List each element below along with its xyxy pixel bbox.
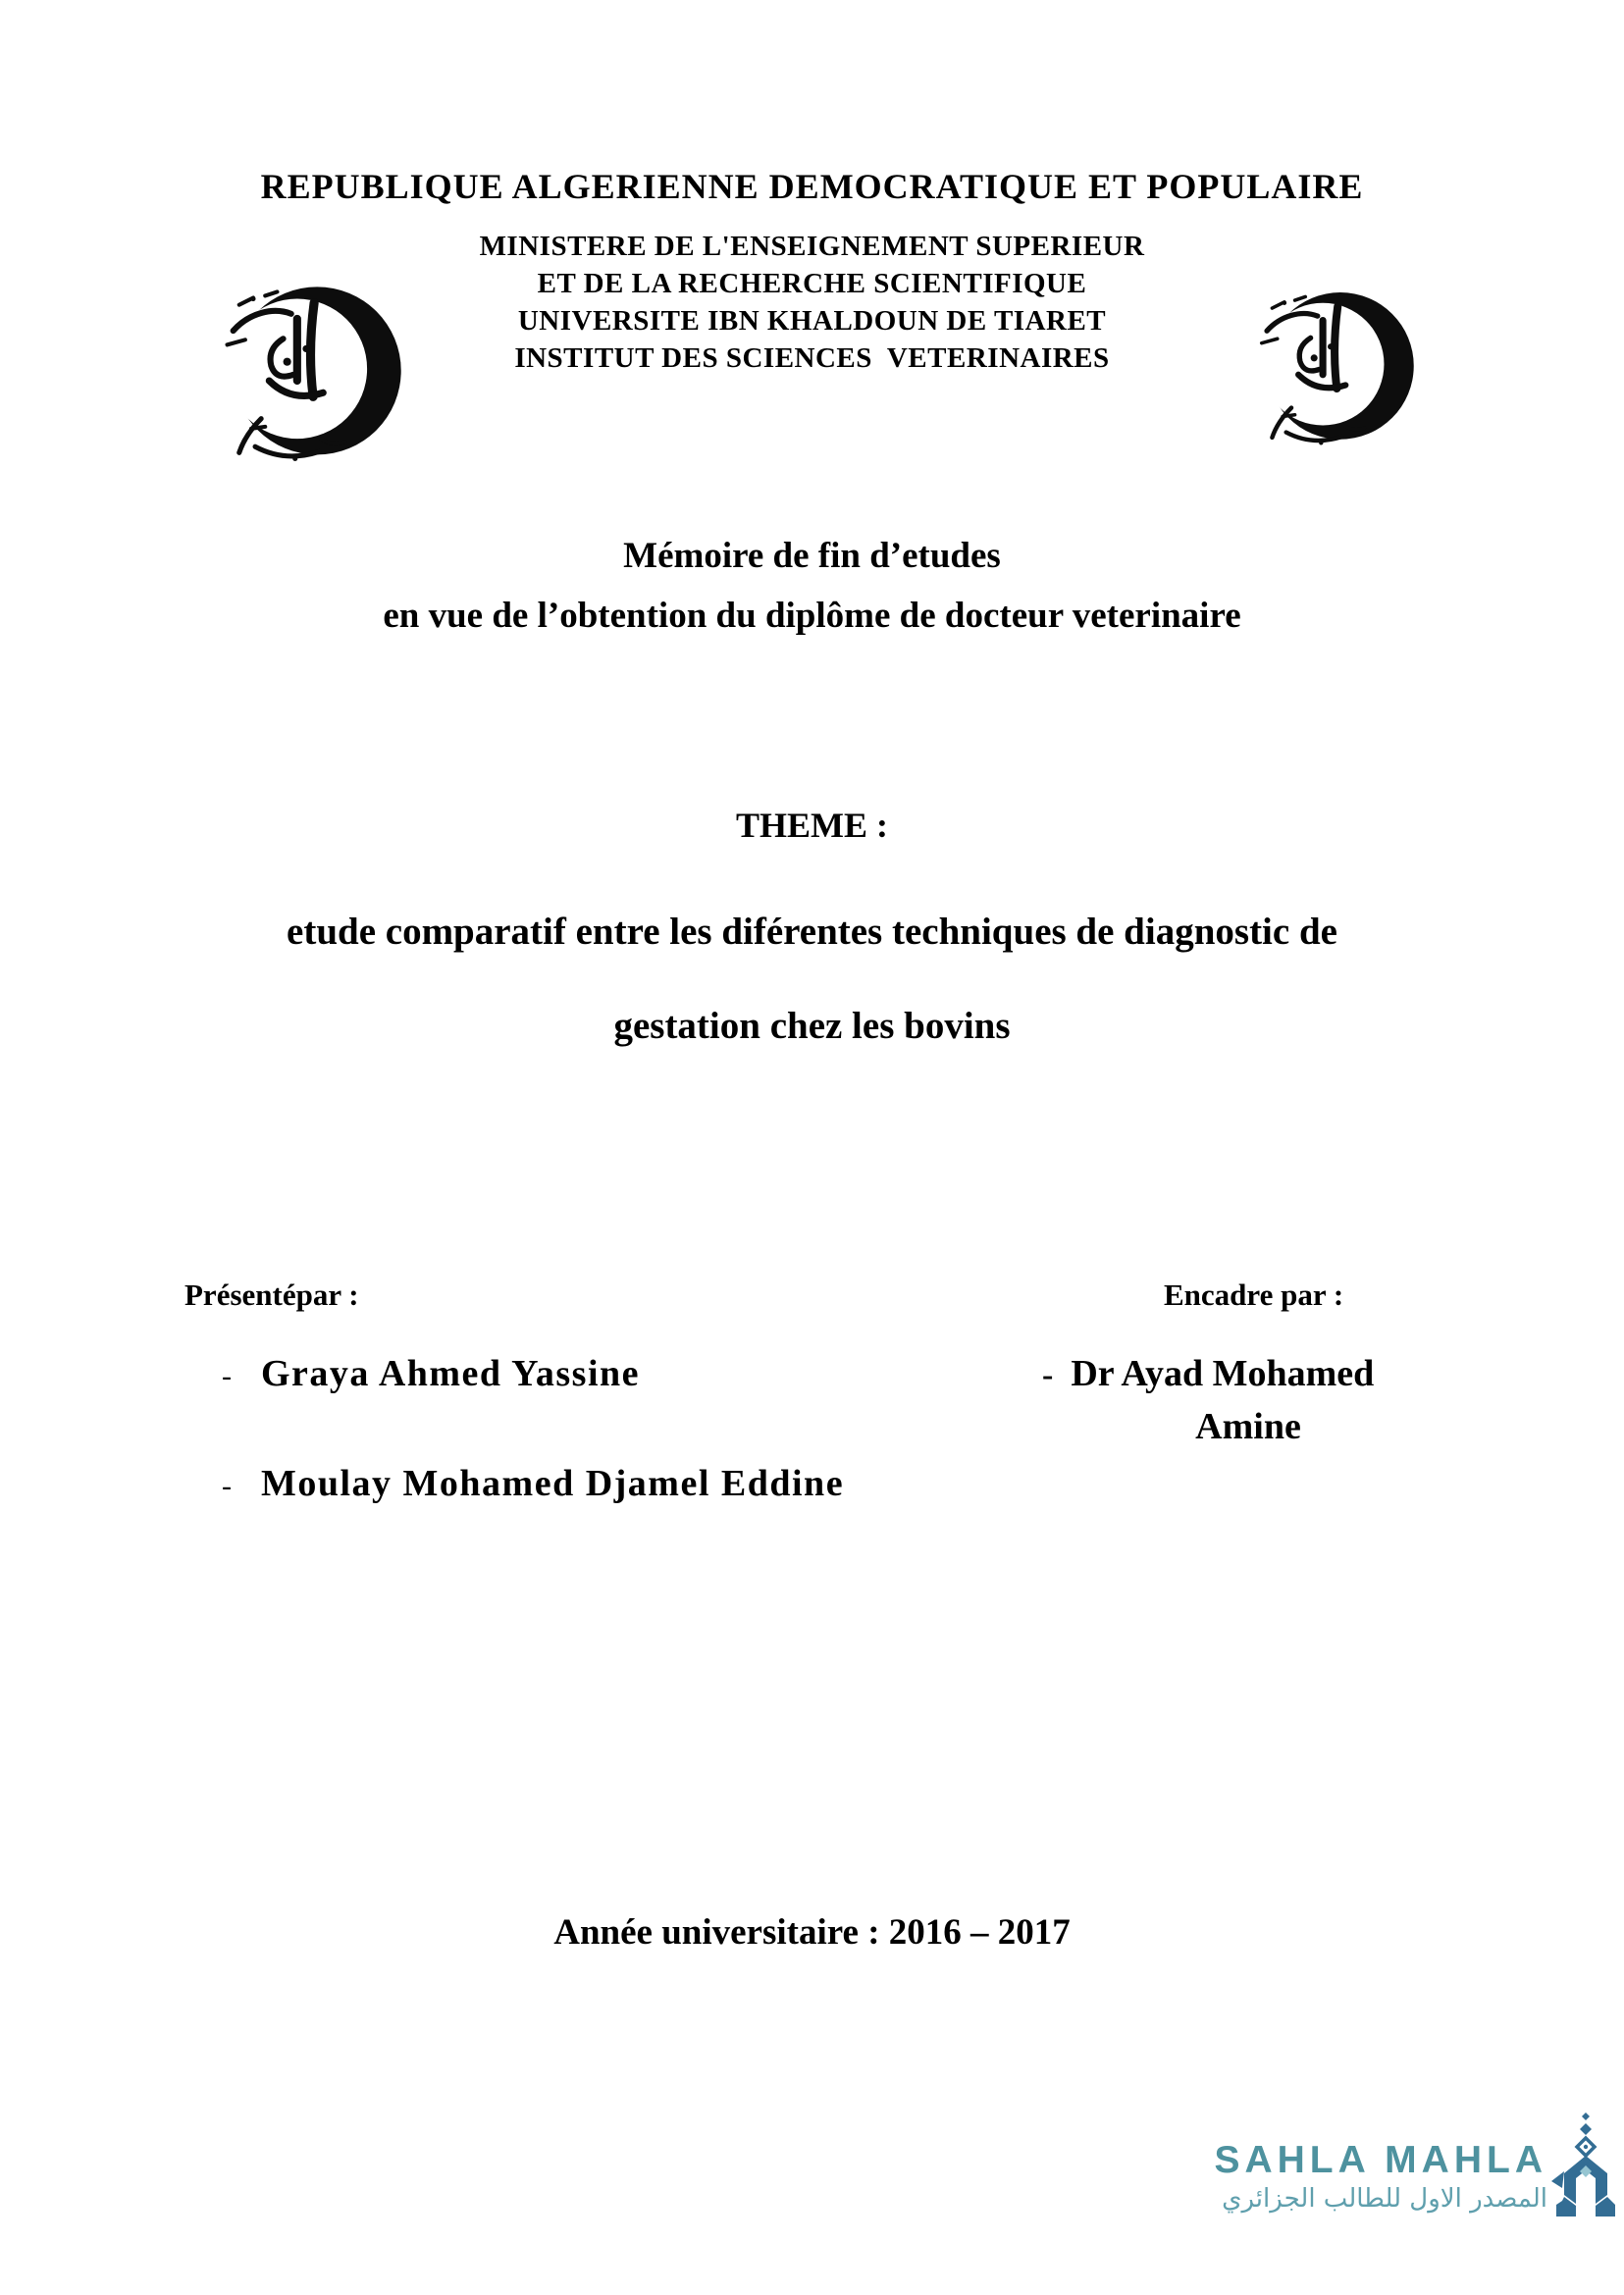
list-dash: - (222, 1470, 232, 1502)
thesis-title-line-1: etude comparatif entre les diférentes techniques de diagnostic de (287, 911, 1337, 953)
supervisor-name-line-1: Dr Ayad Mohamed (1071, 1353, 1375, 1394)
header-line-institute: INSTITUT DES SCIENCES VETERINAIRES (514, 342, 1110, 374)
student-name: Graya Ahmed Yassine (261, 1353, 641, 1394)
university-seal-left-icon (194, 269, 420, 489)
academic-year-line: Année universitaire : 2016 – 2017 (553, 1912, 1071, 1953)
list-dash: - (1042, 1357, 1054, 1393)
sahla-mahla-logo-icon (1550, 2110, 1621, 2223)
document-type-block (0, 526, 1624, 646)
theme-label: THEME : (735, 806, 888, 845)
header-line-republic: REPUBLIQUE ALGERIENNE DEMOCRATIQUE ET POPULAIRE (260, 167, 1364, 206)
header-line-ministry: MINISTERE DE L'ENSEIGNEMENT SUPERIEUR (479, 231, 1145, 262)
document-purpose-line: en vue de l’obtention du diplôme de docteur veterinaire (383, 596, 1241, 636)
header-line-university: UNIVERSITE IBN KHALDOUN DE TIARET (517, 305, 1107, 337)
sahla-mahla-tagline-arabic: المصدر الاول للطالب الجزائري (1222, 2183, 1547, 2214)
document-type-line: Mémoire de fin d’etudes (623, 536, 1001, 576)
sahla-mahla-watermark (1214, 2141, 1547, 2214)
supervisor-entry (1042, 1352, 1374, 1395)
supervisor-label: Encadre par : (1164, 1278, 1344, 1312)
thesis-title-line-2: gestation chez les bovins (613, 1005, 1011, 1047)
sahla-mahla-wordmark: SAHLA MAHLA (1214, 2139, 1547, 2181)
student-name: Moulay Mohamed Djamel Eddine (261, 1463, 845, 1504)
thesis-title (0, 885, 1624, 1073)
student-list-item (222, 1352, 640, 1395)
university-seal-right-icon (1232, 277, 1431, 469)
presented-by-label: Présentépar : (184, 1278, 359, 1312)
supervisor-name-line-2: Amine (1195, 1406, 1301, 1447)
header-line-research: ET DE LA RECHERCHE SCIENTIFIQUE (537, 268, 1087, 299)
student-list-item (222, 1462, 844, 1505)
list-dash: - (222, 1360, 232, 1392)
